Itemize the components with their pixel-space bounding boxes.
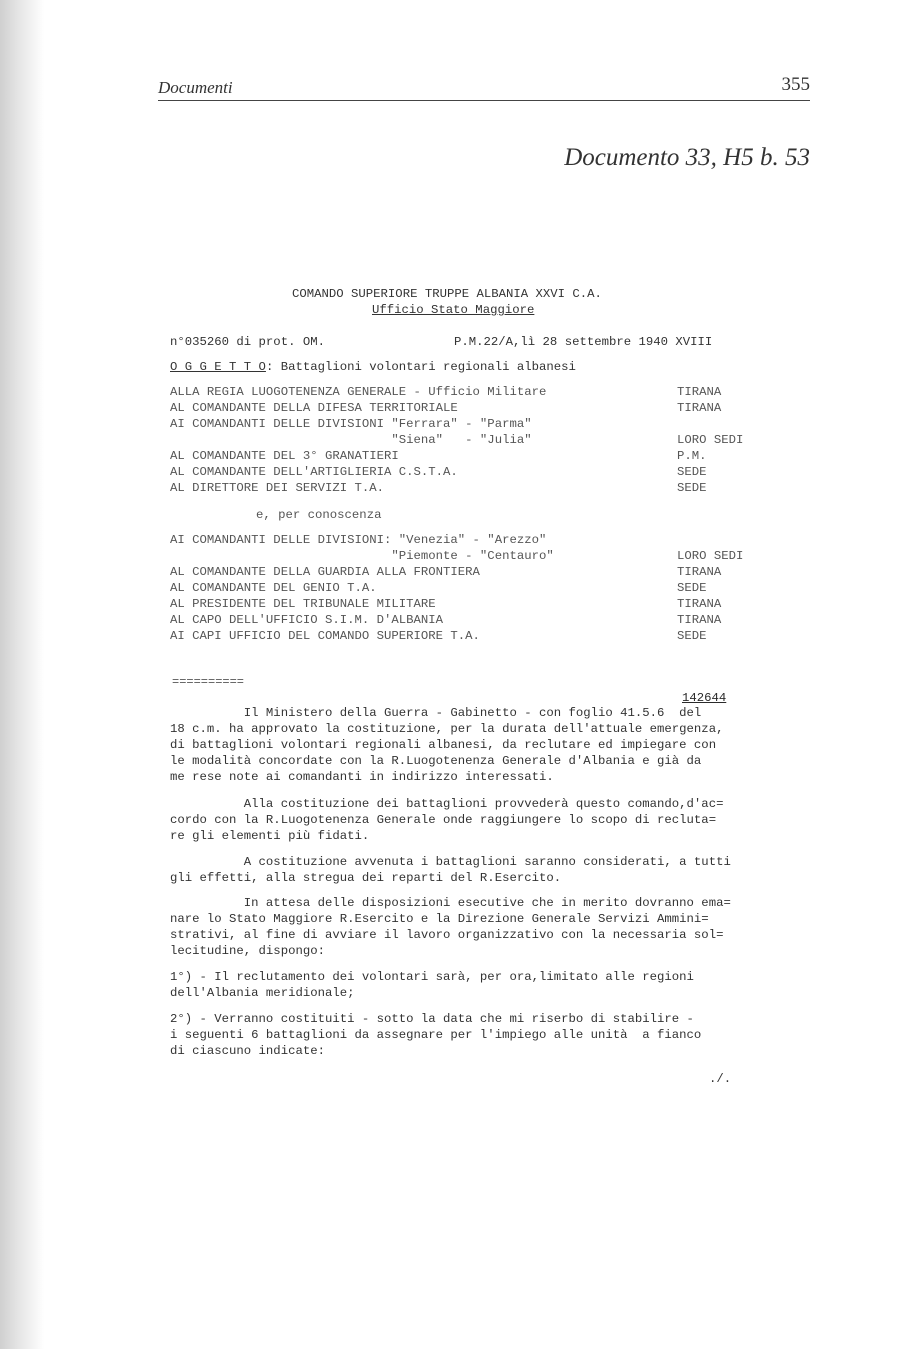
subject-text: : Battaglioni volontari regionali albanesi bbox=[265, 360, 576, 374]
recipient-name: AL COMANDANTE DELLA DIFESA TERRITORIALE bbox=[170, 401, 458, 415]
recipient-name: AL COMANDANTE DELL'ARTIGLIERIA C.S.T.A. bbox=[170, 465, 458, 479]
cc-label: e, per conoscenza bbox=[256, 508, 382, 522]
cc-recipient-place: TIRANA bbox=[677, 597, 722, 611]
letterhead-line1: COMANDO SUPERIORE TRUPPE ALBANIA XXVI C.A. bbox=[292, 287, 602, 301]
body-line: nare lo Stato Maggiore R.Esercito e la Direzione Generale Servizi Ammini= bbox=[170, 912, 709, 926]
body-line: In attesa delle disposizioni esecutive che in merito dovranno ema= bbox=[170, 896, 731, 910]
body-line: 18 c.m. ha approvato la costituzione, per la durata dell'attuale emergenza, bbox=[170, 722, 724, 736]
recipient-place: P.M. bbox=[677, 449, 707, 463]
page-gutter-shadow bbox=[0, 0, 44, 1349]
cc-recipient-place: SEDE bbox=[677, 629, 707, 643]
page-number: 355 bbox=[781, 74, 810, 95]
annotation-number: 142644 bbox=[682, 691, 727, 705]
document-reference: Documento 33, H5 b. 53 bbox=[564, 144, 810, 171]
cc-recipient-name: AL CAPO DELL'UFFICIO S.I.M. D'ALBANIA bbox=[170, 613, 444, 627]
point-2-line1: 2°) - Verranno costituiti - sotto la data che mi riserbo di stabilire - bbox=[170, 1012, 694, 1026]
point-1-line1: 1°) - Il reclutamento dei volontari sarà, per ora,limitato alle regioni bbox=[170, 970, 694, 984]
cc-recipient-name: AL COMANDANTE DEL GENIO T.A. bbox=[170, 581, 377, 595]
running-header bbox=[158, 76, 810, 101]
point-1-line2: dell'Albania meridionale; bbox=[170, 986, 355, 1000]
subject-line bbox=[170, 360, 576, 375]
recipient-place: SEDE bbox=[677, 465, 707, 479]
recipient-name: AL COMANDANTE DEL 3° GRANATIERI bbox=[170, 449, 399, 463]
section-title: Documenti bbox=[158, 78, 233, 97]
recipient-place: SEDE bbox=[677, 481, 707, 495]
subject-label: O G G E T T O bbox=[170, 360, 266, 374]
cc-recipient-place: TIRANA bbox=[677, 565, 722, 579]
cc-recipient-place: SEDE bbox=[677, 581, 707, 595]
recipient-place: LORO SEDI bbox=[677, 433, 744, 447]
body-line: le modalità concordate con la R.Luogotenenza Generale d'Albania e già da bbox=[170, 754, 702, 768]
body-line: Alla costituzione dei battaglioni provvederà questo comando,d'ac= bbox=[170, 797, 724, 811]
separator-line: ========== bbox=[172, 675, 245, 689]
cc-recipient-name: AL COMANDANTE DELLA GUARDIA ALLA FRONTIERA bbox=[170, 565, 480, 579]
recipient-name: AI COMANDANTI DELLE DIVISIONI "Ferrara" - "Parma" bbox=[170, 417, 532, 431]
body-line: A costituzione avvenuta i battaglioni saranno considerati, a tutti bbox=[170, 855, 731, 869]
recipient-place: TIRANA bbox=[677, 401, 722, 415]
recipient-name: "Siena" - "Julia" bbox=[170, 433, 532, 447]
protocol-number: n°035260 di prot. OM. bbox=[170, 335, 325, 349]
cc-recipient-name: AI COMANDANTI DELLE DIVISIONI: "Venezia" - "Arezzo" bbox=[170, 533, 547, 547]
continuation-mark: ./. bbox=[709, 1072, 732, 1086]
body-line: cordo con la R.Luogotenenza Generale onde raggiungere lo scopo di recluta= bbox=[170, 813, 717, 827]
recipient-place: TIRANA bbox=[677, 385, 722, 399]
cc-recipient-name: "Piemonte - "Centauro" bbox=[170, 549, 554, 563]
cc-recipient-place: TIRANA bbox=[677, 613, 722, 627]
cc-recipient-place: LORO SEDI bbox=[677, 549, 744, 563]
body-line: strativi, al fine di avviare il lavoro organizzativo con la necessaria sol= bbox=[170, 928, 724, 942]
body-line: me rese note ai comandanti in indirizzo interessati. bbox=[170, 770, 554, 784]
recipient-name: AL DIRETTORE DEI SERVIZI T.A. bbox=[170, 481, 385, 495]
letterhead-line2: Ufficio Stato Maggiore bbox=[372, 303, 535, 317]
protocol-place-date: P.M.22/A,lì 28 settembre 1940 XVIII bbox=[454, 335, 713, 349]
point-2-line3: di ciascuno indicate: bbox=[170, 1044, 325, 1058]
recipient-name: ALLA REGIA LUOGOTENENZA GENERALE - Ufficio Militare bbox=[170, 385, 547, 399]
cc-recipient-name: AI CAPI UFFICIO DEL COMANDO SUPERIORE T.A. bbox=[170, 629, 480, 643]
body-line: re gli elementi più fidati. bbox=[170, 829, 370, 843]
body-line: Il Ministero della Guerra - Gabinetto - con foglio 41.5.6 del bbox=[170, 706, 702, 720]
cc-recipient-name: AL PRESIDENTE DEL TRIBUNALE MILITARE bbox=[170, 597, 436, 611]
body-line: gli effetti, alla stregua dei reparti del R.Esercito. bbox=[170, 871, 562, 885]
body-line: di battaglioni volontari regionali albanesi, da reclutare ed impiegare con bbox=[170, 738, 717, 752]
point-2-line2: i seguenti 6 battaglioni da assegnare per l'impiego alle unità a fianco bbox=[170, 1028, 702, 1042]
body-line: lecitudine, dispongo: bbox=[170, 944, 325, 958]
